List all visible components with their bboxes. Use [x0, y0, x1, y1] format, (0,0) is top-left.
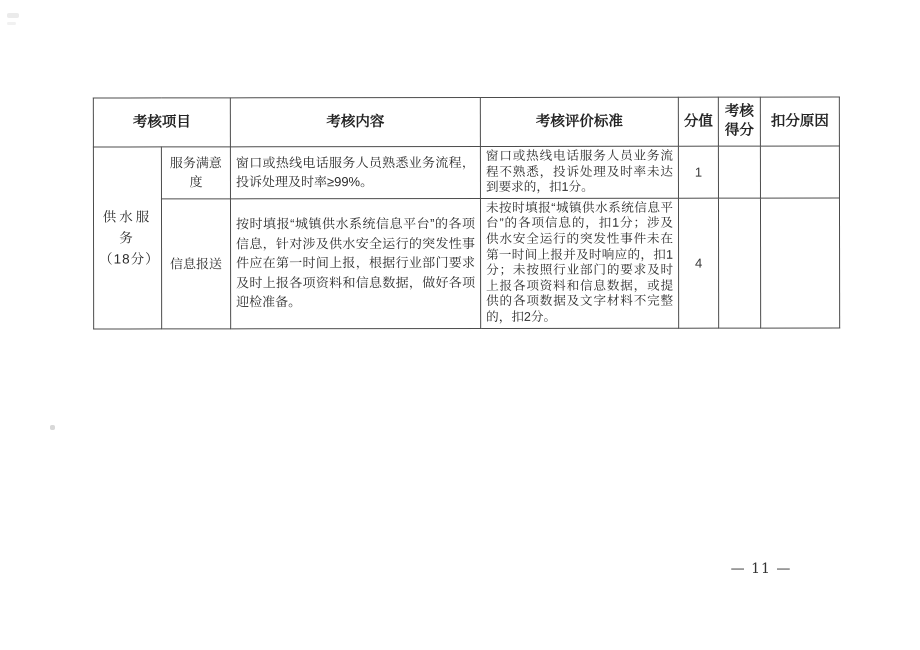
row-content: 按时填报“城镇供水系统信息平台”的各项信息，针对涉及供水安全运行的突发性事件应在第一时间上报，根据行业部门要求及时上报各项资料和信息数据，做好各项迎检准备。: [230, 198, 480, 328]
header-score: 分值: [678, 97, 718, 146]
scan-artifact: [7, 22, 16, 25]
header-result: 考核得分: [718, 97, 760, 146]
assessment-table: [93, 96, 840, 329]
header-item: 考核项目: [93, 98, 230, 147]
category-score: （18分）: [99, 251, 160, 267]
category-name: 供水服务: [102, 209, 153, 246]
row-score: 1: [678, 146, 718, 198]
scan-artifact: [50, 425, 55, 430]
category-cell: [93, 147, 161, 329]
row-content: 窗口或热线电话服务人员熟悉业务流程，投诉处理及时率≥99%。: [230, 146, 480, 198]
row-reason-empty: [760, 146, 839, 198]
header-content: 考核内容: [230, 97, 480, 146]
row-result-empty: [718, 198, 760, 328]
row-result-empty: [718, 146, 760, 198]
row-score: 4: [678, 198, 718, 328]
header-reason: 扣分原因: [760, 97, 839, 146]
scan-artifact: [7, 13, 19, 18]
row-item: 服务满意度: [161, 147, 230, 199]
row-item: 信息报送: [161, 199, 230, 329]
row-standard: 窗口或热线电话服务人员业务流程不熟悉，投诉处理及时率未达到要求的，扣1分。: [480, 146, 678, 198]
table-header-row: [93, 97, 839, 147]
table-row: [93, 198, 839, 329]
header-standard: 考核评价标准: [480, 97, 678, 146]
table-row: [93, 146, 839, 199]
row-reason-empty: [760, 198, 839, 328]
page-number: — 11 —: [730, 561, 792, 577]
row-standard: 未按时填报“城镇供水系统信息平台”的各项信息的，扣1分；涉及供水安全运行的突发性事件未在第一时间上报并及时响应的，扣1分；未按照行业部门的要求及时上报各项资料和信息数据，或提供的各项数据及文字材料不完整的，扣2分。: [480, 198, 678, 328]
